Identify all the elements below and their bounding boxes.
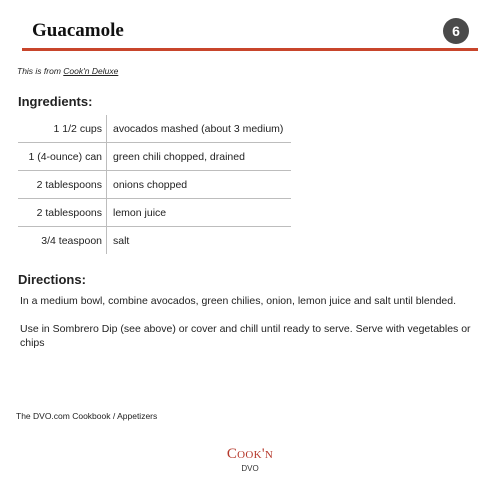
ingredients-heading: Ingredients: (18, 94, 93, 109)
ingredient-row (18, 171, 291, 199)
ingredient-item: salt (113, 234, 130, 247)
ingredient-row (18, 115, 291, 143)
direction-step: In a medium bowl, combine avocados, green chilies, onion, lemon juice and salt until blended. (20, 295, 457, 307)
source-line (17, 66, 118, 76)
source-prefix: This is from (17, 66, 64, 76)
ingredient-item: avocados mashed (about 3 medium) (107, 115, 292, 143)
directions-heading: Directions: (18, 272, 86, 287)
ingredient-item: onions chopped (107, 171, 292, 199)
logo-subtitle: DVO (241, 464, 259, 473)
ingredient-row (18, 143, 291, 171)
ingredient-item: green chili chopped, drained (107, 143, 292, 171)
recipe-header (22, 14, 478, 48)
ingredient-quantity: 1 (4-ounce) can (18, 143, 107, 171)
source-link[interactable]: Cook'n Deluxe (63, 66, 119, 76)
cookn-logo (0, 446, 500, 473)
ingredient-row (18, 199, 291, 227)
recipe-title: Guacamole (32, 20, 124, 41)
header-divider (22, 48, 478, 51)
ingredient-quantity: 2 tablespoons (18, 171, 107, 199)
ingredient-quantity: 3/4 teaspoon (18, 227, 107, 255)
logo-wordmark: Cook'n (226, 446, 274, 462)
ingredient-quantity: 2 tablespoons (18, 199, 107, 227)
direction-step: Use in Sombrero Dip (see above) or cover and chill until ready to serve. Serve with vegetables or chips (20, 323, 471, 349)
ingredient-row (18, 227, 291, 255)
ingredient-item: lemon juice (107, 199, 292, 227)
page-number-badge: 6 (443, 18, 469, 44)
ingredient-quantity: 1 1/2 cups (18, 115, 107, 143)
ingredients-table (18, 115, 291, 254)
footer-book-path: The DVO.com Cookbook / Appetizers (16, 411, 158, 421)
